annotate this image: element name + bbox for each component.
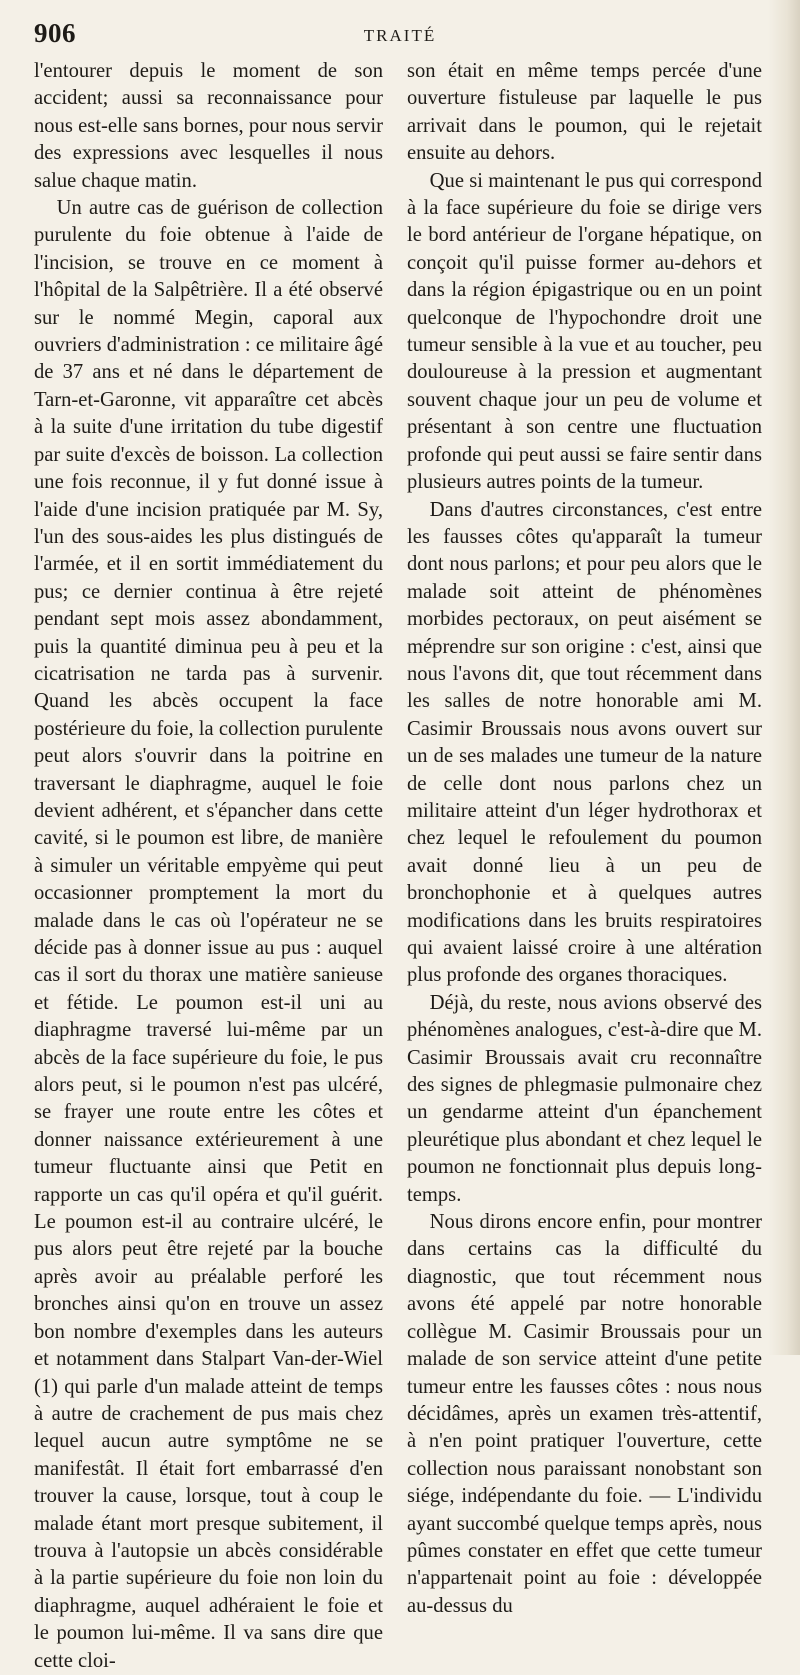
- page-edge-shadow: [768, 0, 800, 1355]
- paragraph: son était en même temps percée d'une ouverture fistuleuse par laquelle le pus arrivait dans le poumon, qui le rejetait ensuite au dehors.: [407, 60, 762, 165]
- paragraph: Un autre cas de guérison de collection purulente du foie obtenue à l'aide de l'incision, se trouve en ce moment à l'hôpital de la Salpêtrière. Il a été observé sur le nommé Megin, caporal aux ouvriers d'administration : ce militaire âgé de 37 ans et né dans le département de Tarn-et-Garonne, vit apparaître cet abcès à la suite d'une irritation du tube digestif par suite d'excès de boisson. La collection une fois reconnue, il y fut donné issue à l'aide d'une incision pratiquée par M. Sy, l'un des sous-aides les plus distingués de l'armée, et il en sortit immédiatement du pus; ce dernier continua à être rejeté pendant sept mois assez abondamment, puis la quantité diminua peu à peu et la cicatrisation ne tarda pas à survenir. Quand les abcès occupent la face postérieure du foie, la collection purulente peut alors s'ouvrir dans la poitrine en traversant le diaphragme, auquel le foie devient adhérent, et s'épancher dans cette cavité, si le poumon est libre, de manière à simuler un véritable empyème qui peut occasionner promptement la mort du malade dans le cas où l'opérateur ne se décide pas à donner issue au pus : auquel cas il sort du thorax une matière sanieuse et fétide. Le poumon est-il uni au diaphragme traversé lui-même par un abcès de la face supérieure du foie, le pus alors peut, si le poumon n'est pas ulcéré, se frayer une route entre les côtes et donner naissance extérieurement à une tumeur fluctuante ainsi que Petit en rapporte un cas qu'il opéra et qu'il guérit. Le poumon est-il au contraire ulcéré, le pus alors peut être rejeté par la bouche après avoir au préalable perforé les bronches ainsi qu'on en trouve un assez bon nombre d'exemples dans les auteurs et notamment dans Stalpart Van-der-Wiel (1) qui parle d'un malade atteint de temps à autre de crachement de pus mais chez lequel aucun autre symptôme ne se manifestât. Il était fort embarrassé d'en trouver la cause, lorsque, tout à coup le malade étant mort presque subitement, il trouva à l'autopsie un abcès considérable à la partie supérieure du foie non loin du diaphragme, auquel adhéraient le foie et le poumon lui-même. Il va sans dire que cette cloi-: [34, 197, 383, 1672]
- paragraph: Dans d'autres circonstances, c'est entre les fausses côtes qu'apparaît la tumeur dont nous parlons; et pour peu alors que le malade soit atteint de phénomènes morbides pectoraux, on peut aisément se méprendre sur son origine : c'est, ainsi que nous l'avons dit, que tout récemment dans les salles de notre honorable ami M. Casimir Broussais nous avons ouvert sur un de ses malades une tumeur de la nature de celle dont nous parlons chez un militaire atteint d'un léger hydrothorax et chez lequel le refoulement du poumon avait donné lieu à un peu de bronchophonie et à quelques autres modifications dans les bruits respiratoires qui avaient laissé croire à une altération plus profonde des organes thoraciques.: [407, 498, 762, 987]
- paragraph: Nous dirons encore enfin, pour montrer dans certains cas la difficulté du diagnostic, que tout récemment nous avons été appelé par notre honorable collègue M. Casimir Broussais pour un malade de son service atteint d'une petite tumeur entre les fausses côtes : nous nous décidâmes, après un examen très-attentif, à n'en point pratiquer l'ouverture, cette collection nous paraissant nonobstant son siége, indépendante du foie. — L'individu ayant succombé quelque temps après, nous pûmes constater en effet que cette tumeur n'appartenait point au foie : développée au-dessus du: [407, 1211, 762, 1617]
- paragraph: l'entourer depuis le moment de son accident; aussi sa reconnaissance pour nous est-elle sans bornes, pour nous servir des expressions avec lesquelles il nous salue chaque matin.: [34, 60, 383, 192]
- left-column: [34, 58, 383, 1675]
- page-number: 906: [34, 18, 76, 48]
- paragraph: Déjà, du reste, nous avions observé des phénomènes analogues, c'est-à-dire que M. Casimir Broussais avait cru reconnaître des signes de phlegmasie pulmonaire chez un gendarme atteint d'un épanchement pleurétique plus abondant et chez lequel le poumon ne fonctionnait plus depuis long-temps.: [407, 991, 762, 1206]
- paragraph: Que si maintenant le pus qui correspond à la face supérieure du foie se dirige vers le bord antérieur de l'organe hépatique, on conçoit qu'il puisse former au-dehors et dans la région épigastrique ou en un point quelconque de l'hypochondre droit une tumeur sensible à la vue et au toucher, peu douloureuse à la pression et augmentant souvent chaque jour un peu de volume et présentant à son centre une fluctuation profonde qui peut aussi se faire sentir dans plusieurs autres points de la tumeur.: [407, 169, 762, 494]
- right-column: [407, 58, 762, 1620]
- running-title: TRAITÉ: [363, 26, 437, 45]
- page-header: [0, 0, 800, 60]
